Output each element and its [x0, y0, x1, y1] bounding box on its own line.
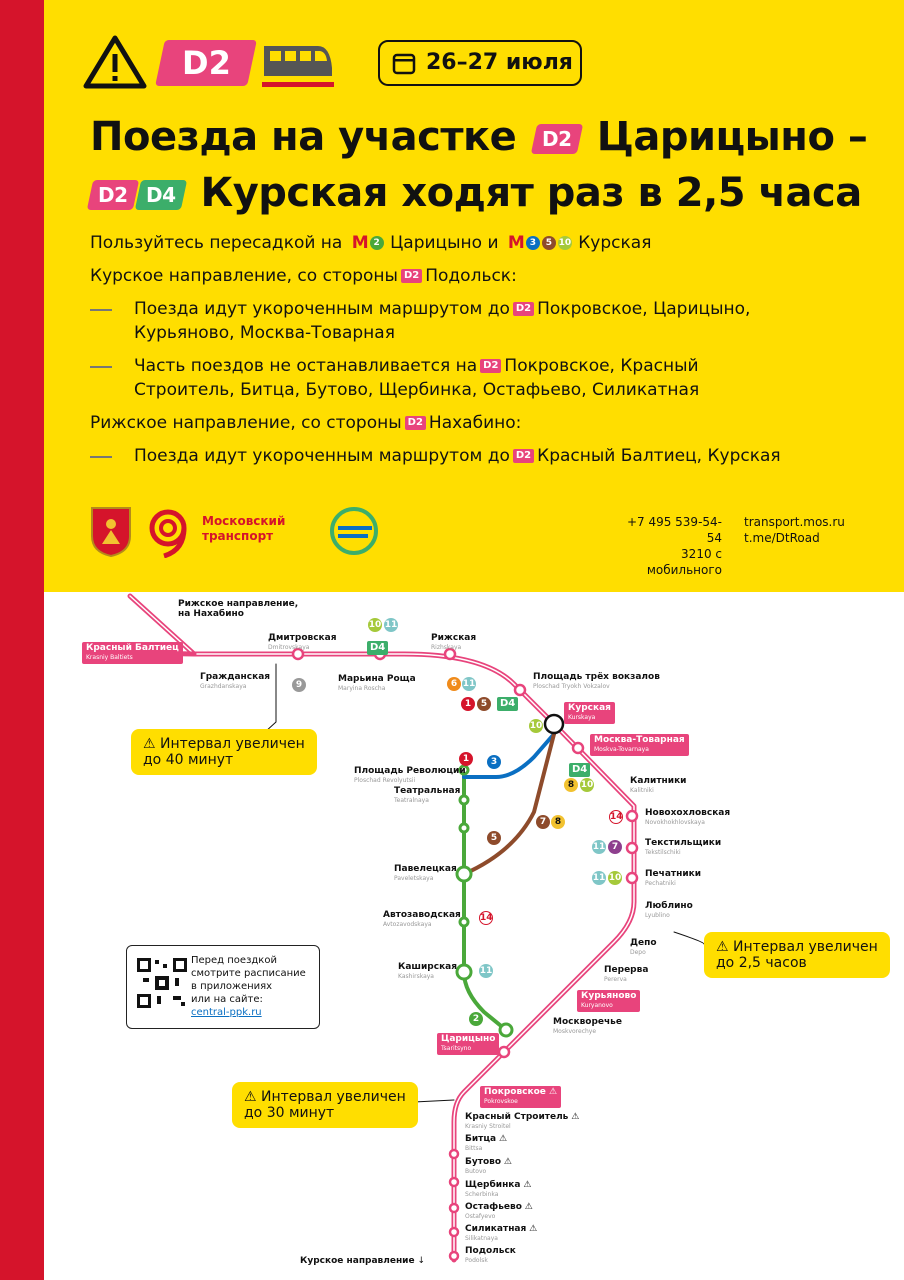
list-item: Часть поездов не останавливается на D2 Покровское, Красный	[134, 356, 699, 376]
qr-text: Перед поездкой смотрите расписание в приложениях или на сайте: central-ppk.ru	[191, 955, 306, 1018]
date-badge	[378, 40, 582, 86]
metro-icon: M	[351, 233, 369, 253]
d2-mini-badge: D2	[401, 269, 422, 283]
station-shcherbinka[interactable]: Щербинка ⚠ Scherbinka	[465, 1180, 532, 1198]
list-item: Поезда идут укороченным маршрутом до D2 Покровское, Царицыно,	[134, 299, 751, 319]
station-kurskaya[interactable]: Курская Kurskaya	[564, 702, 615, 724]
list-item-cont: Строитель, Битца, Бутово, Щербинка, Остафьево, Силикатная	[134, 380, 700, 400]
station-dmitrovskaya[interactable]: Дмитровская Dmitrovskaya	[268, 633, 337, 651]
announcement-panel	[44, 0, 904, 592]
mcc-14-icon: 14	[480, 913, 493, 923]
phone-contacts: +7 495 539-54-54 3210 с мобильного	[626, 515, 722, 577]
list-dash	[90, 456, 112, 458]
metro-line-6-icon: 6	[447, 677, 461, 691]
central-ppk-link[interactable]: central-ppk.ru	[191, 1007, 262, 1018]
interval-alert-2-5h: ⚠ Интервал увеличен до 2,5 часов	[704, 932, 890, 978]
station-butovo[interactable]: Бутово ⚠ Butovo	[465, 1157, 512, 1175]
d4-mini-badge: D4	[367, 641, 388, 655]
central-ppk-logo	[328, 506, 380, 556]
kursk-direction-label: Курское направление ↓	[300, 1256, 425, 1266]
metro-icon: M	[507, 233, 525, 253]
d2-badge: D2	[531, 124, 583, 154]
mcc-14-icon: 14	[610, 812, 623, 822]
metro-line-10-icon: 10	[608, 873, 622, 883]
metro-line-8-icon: 8	[551, 815, 565, 829]
schedule-qr-box	[126, 945, 320, 1029]
d2-badge: D2	[87, 180, 139, 210]
page-title-line2: D2 D4 Курская ходят раз в 2,5 часа	[90, 170, 862, 216]
qr-code-icon[interactable]	[135, 956, 189, 1010]
station-tsaritsyno[interactable]: Царицыно Tsaritsyno	[437, 1033, 499, 1055]
station-kalitniki[interactable]: Калитники Kalitniki	[630, 776, 687, 794]
station-paveletskaya[interactable]: Павелецкая Paveletskaya	[394, 864, 457, 882]
moscow-coat-of-arms-logo	[90, 506, 132, 558]
metro-line-1-icon: 1	[461, 697, 475, 711]
train-icon	[262, 40, 334, 88]
station-bittsa[interactable]: Битца ⚠ Bittsa	[465, 1134, 508, 1152]
station-tri-vokzala[interactable]: Площадь трёх вокзалов Ploschad Tryokh Vokzalov	[533, 672, 660, 690]
metro-line-10-icon: 10	[368, 620, 382, 630]
riga-direction-heading: Рижское направление, со стороны D2 Нахабино:	[90, 413, 522, 433]
web-contacts	[744, 514, 845, 546]
station-rizhskaya[interactable]: Рижская Rizhskaya	[431, 633, 477, 651]
d2-mini-badge: D2	[513, 302, 534, 316]
transfer-note: Пользуйтесь пересадкой на M 2 Царицыно и M 3 5 10 Курская	[90, 233, 652, 253]
left-red-stripe	[0, 0, 44, 1280]
station-ostafyevo[interactable]: Остафьево ⚠ Ostafyevo	[465, 1202, 533, 1220]
d4-badge: D4	[134, 180, 186, 210]
metro-line-3-icon: 3	[487, 755, 501, 769]
metro-line-3-icon: 3	[526, 236, 540, 250]
metro-line-5-icon: 5	[477, 697, 491, 711]
d2-mini-badge: D2	[480, 359, 501, 373]
line-d2-badge: D2	[155, 40, 257, 86]
metro-line-2-icon: 2	[370, 236, 384, 250]
calendar-icon	[392, 51, 416, 75]
station-pokrovskoe[interactable]: Покровское ⚠ Pokrovskoe	[480, 1086, 561, 1108]
moscow-transport-logo	[146, 506, 194, 558]
station-kuryanovo[interactable]: Курьяново Kuryanovo	[577, 990, 640, 1012]
station-silikatnaya[interactable]: Силикатная ⚠ Silikatnaya	[465, 1224, 538, 1242]
site-link[interactable]: transport.mos.ru	[744, 515, 845, 529]
list-item: Поезда идут укороченным маршрутом до D2 Красный Балтиец, Курская	[134, 446, 781, 466]
station-podolsk[interactable]: Подольск Podolsk	[465, 1246, 516, 1264]
list-dash	[90, 309, 112, 311]
date-text: 26–27 июля	[426, 50, 573, 75]
station-kashirskaya[interactable]: Каширская Kashirskaya	[398, 962, 458, 980]
station-maryina-roscha[interactable]: Марьина Роща Maryina Roscha	[338, 674, 416, 692]
d2-mini-badge: D2	[513, 449, 534, 463]
list-item-cont: Курьяново, Москва-Товарная	[134, 323, 395, 343]
metro-line-7-icon: 7	[536, 815, 550, 829]
metro-line-1-icon: 1	[459, 752, 473, 766]
metro-line-11-icon: 11	[384, 620, 398, 630]
station-grazhdanskaya[interactable]: Гражданская Grazhdanskaya	[200, 672, 271, 690]
station-avtozavodskaya[interactable]: Автозаводская Avtozavodskaya	[383, 910, 461, 928]
metro-line-11-icon: 11	[592, 873, 606, 883]
station-moskva-tovarnaya[interactable]: Москва-Товарная Moskva-Tovarnaya	[590, 734, 689, 756]
d4-mini-badge: D4	[497, 697, 518, 711]
station-teatralnaya[interactable]: Театральная Teatralnaya	[394, 786, 461, 804]
station-novokhokhlovskaya[interactable]: Новохохловская Novokhokhlovskaya	[645, 808, 731, 826]
metro-line-11-icon: 11	[479, 966, 493, 976]
metro-line-10-icon: 10	[529, 721, 543, 731]
metro-line-10-icon: 10	[580, 780, 594, 790]
page-title-line1: Поезда на участке D2 Царицыно –	[90, 114, 868, 160]
station-lyublino[interactable]: Люблино Lyublino	[645, 901, 693, 919]
list-dash	[90, 366, 112, 368]
station-pererva[interactable]: Перерва Pererva	[604, 965, 649, 983]
kurskaya-hub	[545, 715, 563, 733]
kursk-direction-heading: Курское направление, со стороны D2 Подольск:	[90, 266, 517, 286]
moscow-transport-brand: Московский транспорт	[202, 514, 286, 543]
station-tekstilshiki[interactable]: Текстильщики Tekstilschiki	[645, 838, 722, 856]
metro-line-8-icon: 8	[564, 778, 578, 792]
metro-line-7-icon: 7	[608, 840, 622, 854]
station-pl-revolyutsii[interactable]: Площадь Революции Ploschad Revolyutsii	[354, 766, 466, 784]
interval-alert-40: ⚠ Интервал увеличен до 40 минут	[131, 729, 317, 775]
metro-line-5-icon: 5	[542, 236, 556, 250]
metro-line-11-icon: 11	[592, 842, 606, 852]
metro-line-2-icon: 2	[469, 1012, 483, 1026]
d2-mini-badge: D2	[405, 416, 426, 430]
interval-alert-30: ⚠ Интервал увеличен до 30 минут	[232, 1082, 418, 1128]
metro-line-11-icon: 11	[462, 679, 476, 689]
metro-line-5-icon: 5	[487, 831, 501, 845]
station-krasny-stroitel[interactable]: Красный Строитель ⚠ Krasniy Stroitel	[465, 1112, 580, 1130]
station-depo[interactable]: Депо Depo	[630, 938, 657, 956]
metro-line-9-icon: 9	[292, 678, 306, 692]
telegram-link[interactable]: t.me/DtRoad	[744, 531, 820, 545]
d4-mini-badge: D4	[569, 763, 590, 777]
station-krasny-baltiets[interactable]: Красный Балтиец Krasniy Baltiets	[82, 642, 183, 664]
metro-line-10-icon: 10	[558, 238, 572, 248]
riga-direction-label: Рижское направление, на Нахабино	[178, 599, 299, 619]
warning-icon	[82, 34, 148, 90]
station-moskvorechye[interactable]: Москворечье Moskvorechye	[553, 1017, 622, 1035]
station-pechatniki[interactable]: Печатники Pechatniki	[645, 869, 702, 887]
